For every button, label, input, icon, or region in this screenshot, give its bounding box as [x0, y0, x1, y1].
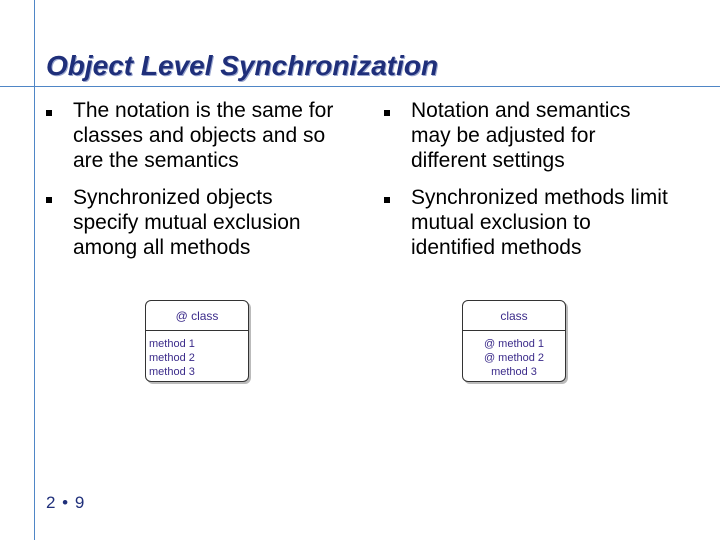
bullet-item — [46, 185, 336, 260]
bullet-text: Synchronized objects specify mutual exclusion among all methods — [73, 186, 301, 259]
square-bullet-icon — [384, 197, 390, 203]
bullet-text: Synchronized methods limit mutual exclusion to identified methods — [411, 186, 668, 259]
method-item: method 2 — [149, 352, 195, 364]
method-item: method 3 — [149, 366, 195, 378]
method-item: @ method 1 — [483, 338, 545, 350]
slide-number: 2 • 9 — [46, 493, 86, 512]
square-bullet-icon — [384, 110, 390, 116]
method-item: method 1 — [149, 338, 195, 350]
class-divider — [463, 330, 565, 331]
method-item: @ method 2 — [483, 352, 545, 364]
class-divider — [146, 330, 248, 331]
vertical-rule — [34, 0, 35, 540]
left-bullet-column — [46, 98, 336, 272]
class-name: class — [500, 309, 528, 323]
square-bullet-icon — [46, 197, 52, 203]
bullet-text: The notation is the same for classes and objects and so are the semantics — [73, 99, 334, 172]
bullet-item — [46, 98, 336, 173]
right-bullet-column — [384, 98, 674, 272]
square-bullet-icon — [46, 110, 52, 116]
bullet-text: Notation and semantics may be adjusted for different settings — [411, 99, 631, 172]
bullet-item — [384, 98, 674, 173]
method-item: method 3 — [491, 366, 537, 378]
class-name: @ class — [175, 309, 219, 323]
synchronized-object-class-box — [145, 300, 249, 382]
method-list — [463, 337, 565, 379]
bullet-item — [384, 185, 674, 260]
synchronized-methods-class-box — [462, 300, 566, 382]
method-list — [149, 337, 195, 379]
title-underline — [0, 86, 720, 87]
slide-title: Object Level Synchronization — [46, 50, 439, 81]
